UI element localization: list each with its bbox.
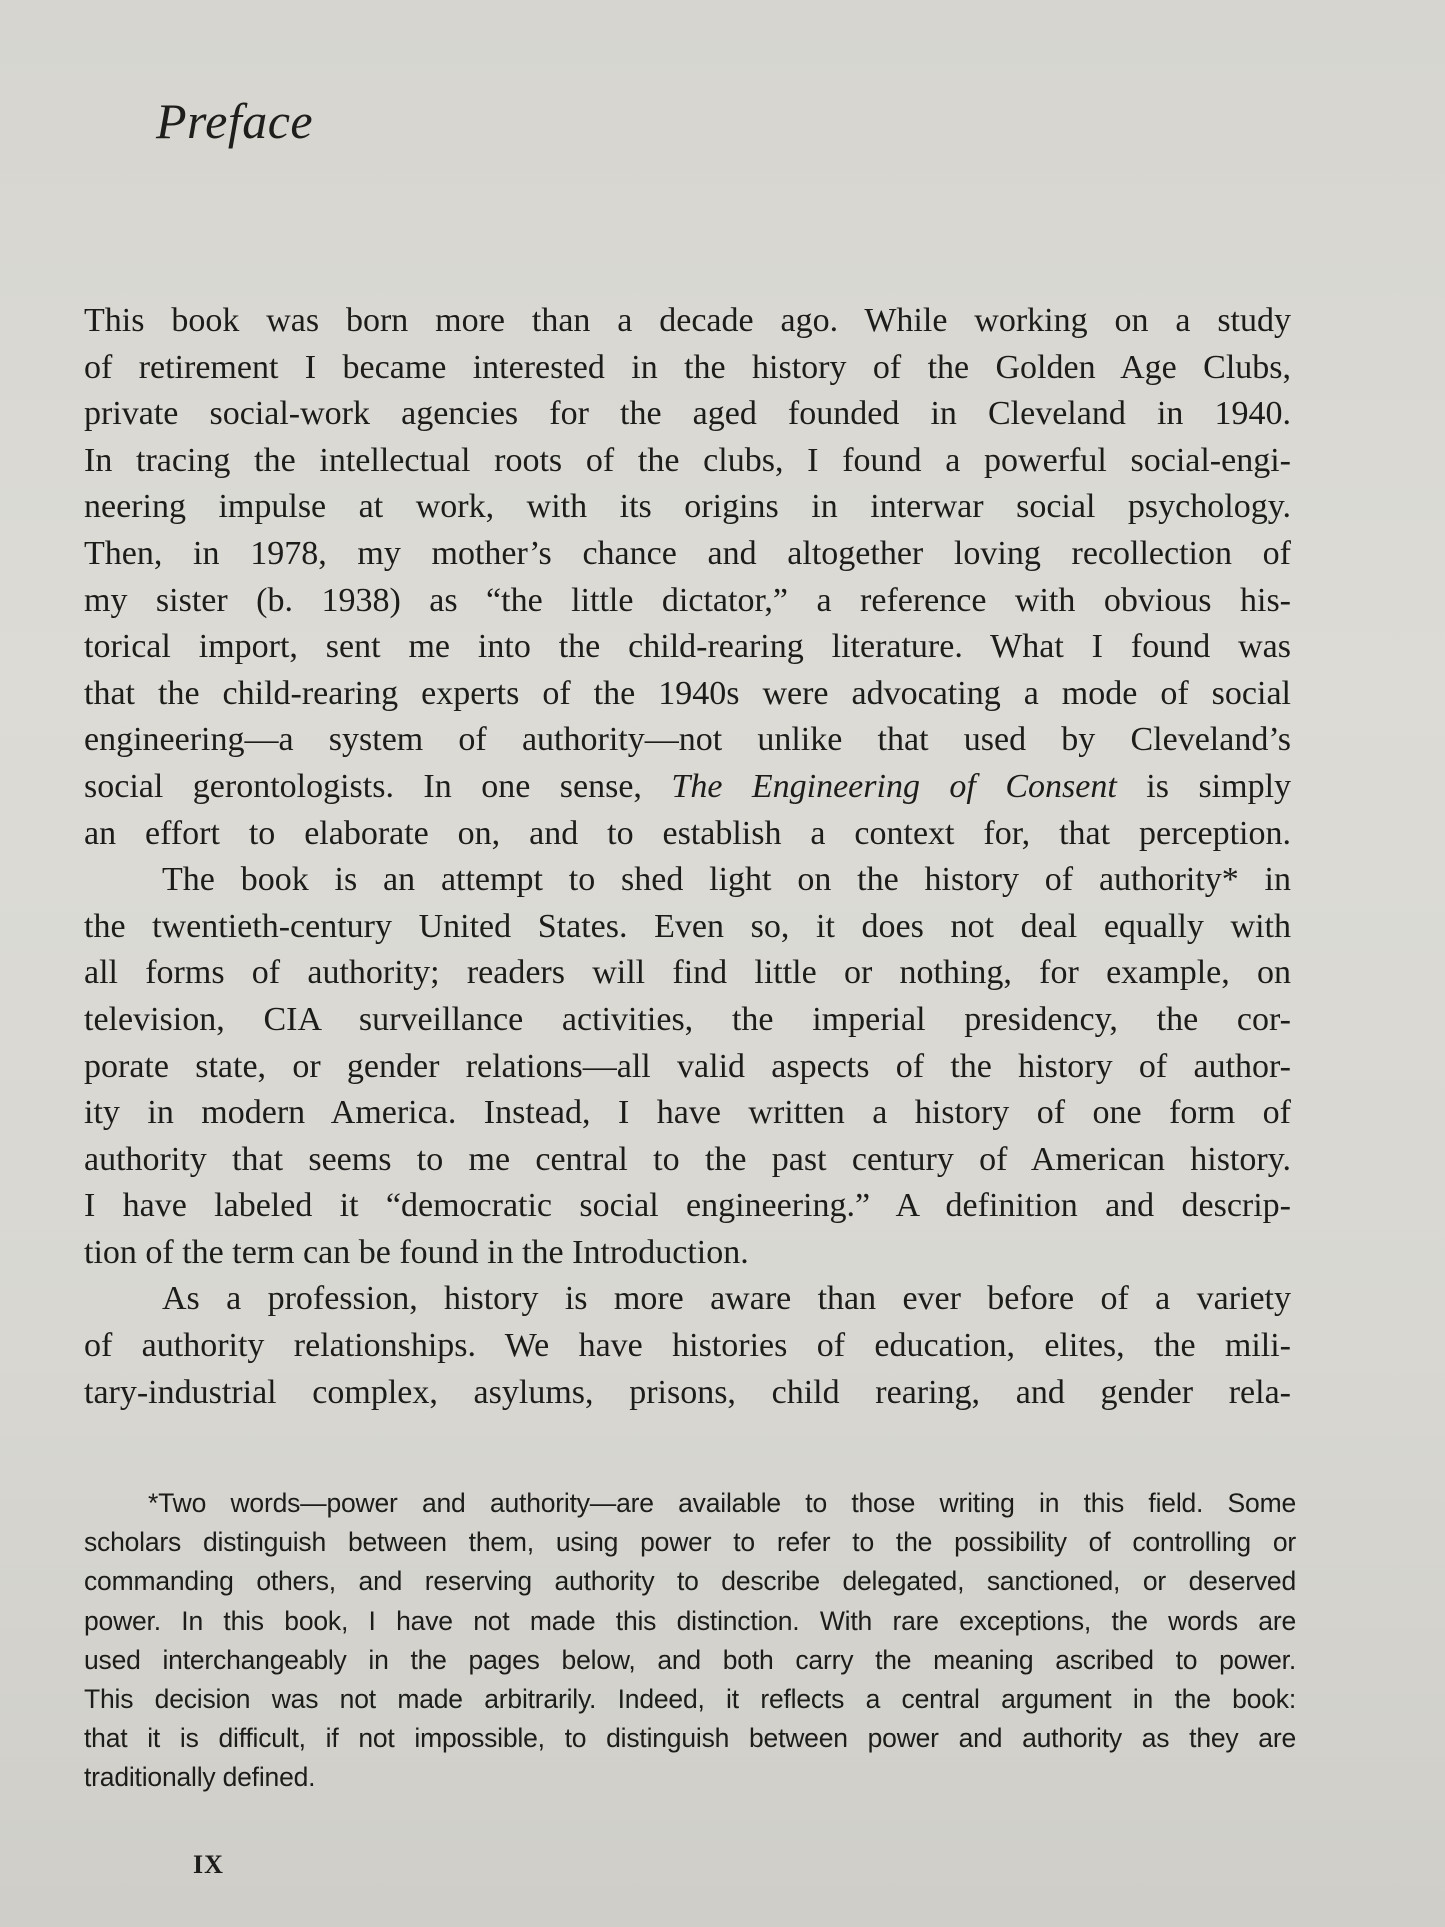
text-line: neering impulse at work, with its origins in interwar social psychology.: [84, 488, 1291, 526]
footnote-line: used interchangeably in the pages below, and both carry the meaning ascribed to power.: [84, 1644, 1296, 1675]
text-line: of authority relationships. We have histories of education, elites, the mili-: [84, 1327, 1291, 1365]
text-line: ity in modern America. Instead, I have written a history of one form of: [84, 1094, 1291, 1132]
text-line: the twentieth-century United States. Even so, it does not deal equally with: [84, 907, 1291, 945]
text-line: [84, 764, 1291, 811]
footnote-line: traditionally defined.: [84, 1762, 316, 1793]
text-line: torical import, sent me into the child-rearing literature. What I found was: [84, 628, 1291, 666]
text-line: I have labeled it “democratic social engineering.” A definition and descrip-: [84, 1187, 1291, 1225]
text-line: private social-work agencies for the aged founded in Cleveland in 1940.: [84, 395, 1291, 433]
body-text: [84, 298, 1291, 1416]
text-line: engineering—a system of authority—not unlike that used by Cleveland’s: [84, 721, 1291, 759]
text-line: of retirement I became interested in the history of the Golden Age Clubs,: [84, 348, 1291, 386]
footnote-line: This decision was not made arbitrarily. Indeed, it reflects a central argument in the book:: [84, 1683, 1296, 1714]
footnote-line: that it is difficult, if not impossible, to distinguish between power and authority as they are: [84, 1723, 1296, 1754]
text-line: tion of the term can be found in the Introduction.: [84, 1233, 749, 1271]
page-heading: Preface: [156, 93, 314, 149]
footnote-line: scholars distinguish between them, using power to refer to the possibility of controlling or: [84, 1527, 1296, 1558]
text-line: In tracing the intellectual roots of the clubs, I found a powerful social-engi-: [84, 441, 1291, 479]
text-line: authority that seems to me central to the past century of American history.: [84, 1140, 1291, 1178]
footnote: [84, 1484, 1296, 1798]
text-line: an effort to elaborate on, and to establish a context for, that perception.: [84, 814, 1291, 852]
footnote-line: commanding others, and reserving authority to describe delegated, sanctioned, or deserved: [84, 1566, 1296, 1597]
text-run: social gerontologists. In one sense,: [84, 767, 672, 805]
text-line: that the child-rearing experts of the 1940s were advocating a mode of social: [84, 674, 1291, 712]
text-line: television, CIA surveillance activities, the imperial presidency, the cor-: [84, 1000, 1291, 1038]
text-line: This book was born more than a decade ago. While working on a study: [84, 302, 1291, 339]
text-line: Then, in 1978, my mother’s chance and altogether loving recollection of: [84, 534, 1291, 572]
text-line: The book is an attempt to shed light on the history of authority* in: [162, 861, 1291, 899]
text-line: all forms of authority; readers will find little or nothing, for example, on: [84, 954, 1291, 992]
footnote-line: *Two words—power and authority—are available to those writing in this field. Some: [148, 1488, 1296, 1518]
text-line: As a profession, history is more aware than ever before of a variety: [162, 1280, 1291, 1318]
text-line: porate state, or gender relations—all valid aspects of the history of author-: [84, 1047, 1291, 1085]
page-number: IX: [193, 1850, 224, 1879]
footnote-line: power. In this book, I have not made this distinction. With rare exceptions, the words are: [84, 1605, 1296, 1636]
text-line: my sister (b. 1938) as “the little dictator,” a reference with obvious his-: [84, 581, 1291, 619]
text-run: is simply: [1116, 767, 1291, 805]
text-line: tary-industrial complex, asylums, prisons, child rearing, and gender rela-: [84, 1373, 1291, 1411]
book-title: The Engineering of Consent: [671, 767, 1117, 805]
